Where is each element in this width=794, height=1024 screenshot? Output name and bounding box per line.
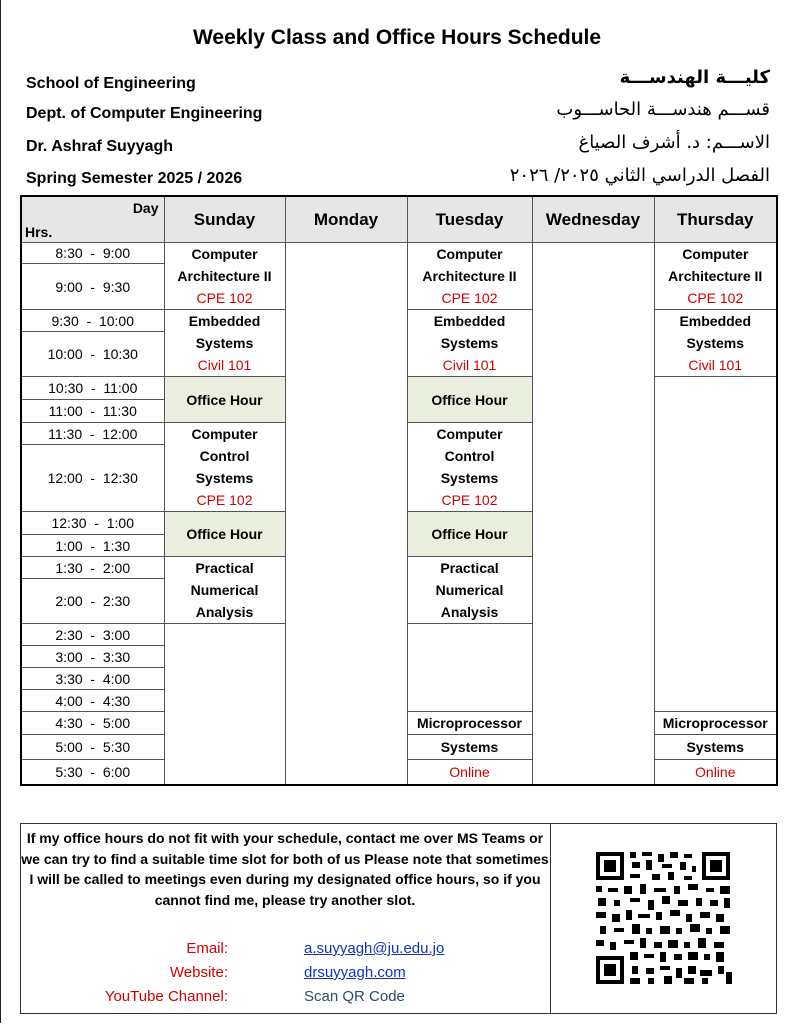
header-row bbox=[21, 196, 777, 243]
sunday-office-hour: Office Hour bbox=[164, 377, 285, 423]
arabic-instructor: الاســـم: د. أشرف الصياغ bbox=[578, 132, 770, 153]
arabic-school: كليـــة الهندســـة bbox=[619, 67, 770, 88]
time-cell: 5:30 - 6:00 bbox=[21, 760, 164, 785]
schedule-table bbox=[20, 195, 778, 786]
time-cell: 8:30 - 9:00 bbox=[21, 243, 164, 264]
school-name: School of Engineering bbox=[26, 75, 196, 92]
sunday-course-control bbox=[164, 423, 285, 512]
website-label: Website: bbox=[169, 964, 228, 981]
sunday-course-numerical bbox=[164, 557, 285, 624]
thursday-course-arch bbox=[654, 243, 777, 310]
sunday-office-hour-2: Office Hour bbox=[164, 512, 285, 557]
day-header-tuesday: Tuesday bbox=[407, 196, 532, 243]
semester: Spring Semester 2025 / 2026 bbox=[26, 170, 243, 187]
course-title: Computer Architecture II bbox=[668, 246, 763, 284]
arabic-semester: الفصل الدراسي الثاني ٢٠٢٥/ ٢٠٢٦ bbox=[509, 165, 770, 186]
day-header-monday: Monday bbox=[285, 196, 407, 243]
time-cell: 1:30 - 2:00 bbox=[21, 557, 164, 579]
tuesday-office-hour: Office Hour bbox=[407, 377, 532, 423]
email-label: Email: bbox=[186, 940, 228, 957]
time-cell: 2:30 - 3:00 bbox=[21, 624, 164, 646]
tuesday-course-mode: Online bbox=[407, 760, 532, 785]
tuesday-course-micro: Microprocessor bbox=[407, 712, 532, 735]
course-code: Civil 101 bbox=[442, 357, 497, 373]
course-code: Civil 101 bbox=[688, 357, 743, 373]
day-header-sunday: Sunday bbox=[164, 196, 285, 243]
corner-cell bbox=[21, 196, 164, 243]
course-code: Civil 101 bbox=[197, 357, 252, 373]
time-cell: 2:00 - 2:30 bbox=[21, 579, 164, 624]
course-code: CPE 102 bbox=[441, 492, 498, 508]
course-code: CPE 102 bbox=[687, 290, 744, 306]
tuesday-course-arch bbox=[407, 243, 532, 310]
course-code: CPE 102 bbox=[196, 492, 253, 508]
department-name: Dept. of Computer Engineering bbox=[26, 105, 263, 122]
monday-column bbox=[285, 243, 407, 785]
time-cell: 10:30 - 11:00 bbox=[21, 377, 164, 400]
corner-hrs-label: Hrs. bbox=[25, 224, 53, 240]
time-cell: 9:30 - 10:00 bbox=[21, 310, 164, 332]
course-title: Practical Numerical Analysis bbox=[435, 560, 504, 620]
tuesday-course-control bbox=[407, 423, 532, 512]
tuesday-course-embedded bbox=[407, 310, 532, 377]
time-cell: 4:30 - 5:00 bbox=[21, 712, 164, 735]
course-title: Computer Control Systems bbox=[436, 426, 503, 486]
time-cell: 1:00 - 1:30 bbox=[21, 535, 164, 557]
time-cell: 11:30 - 12:00 bbox=[21, 423, 164, 445]
time-cell: 3:00 - 3:30 bbox=[21, 646, 164, 668]
thursday-course-embedded bbox=[654, 310, 777, 377]
table-row bbox=[21, 243, 777, 264]
time-cell: 12:30 - 1:00 bbox=[21, 512, 164, 535]
note-divider bbox=[550, 824, 551, 1013]
qr-code-icon[interactable] bbox=[588, 848, 738, 988]
course-title: Computer Architecture II bbox=[422, 246, 517, 284]
time-cell: 3:30 - 4:00 bbox=[21, 668, 164, 690]
tuesday-course-numerical bbox=[407, 557, 532, 624]
tuesday-office-hour-2: Office Hour bbox=[407, 512, 532, 557]
day-header-wednesday: Wednesday bbox=[532, 196, 654, 243]
time-cell: 12:00 - 12:30 bbox=[21, 445, 164, 512]
corner-day-label: Day bbox=[132, 200, 159, 216]
course-title: Embedded Systems bbox=[679, 313, 752, 351]
sunday-course-arch bbox=[164, 243, 285, 310]
time-cell: 9:00 - 9:30 bbox=[21, 264, 164, 310]
youtube-label: YouTube Channel: bbox=[104, 988, 228, 1005]
office-hours-note: If my office hours do not fit with your schedule, contact me over MS Teams or we can try to find a suitable time slot for both of us Please note that sometimes I will be called to meetings even during my designated office hours, so if you cannot find me, please try another slot. bbox=[21, 830, 549, 908]
tuesday-course-micro-2: Systems bbox=[407, 735, 532, 760]
website-link[interactable]: drsuyyagh.com bbox=[304, 964, 406, 981]
time-cell: 4:00 - 4:30 bbox=[21, 690, 164, 712]
thursday-course-mode: Online bbox=[654, 760, 777, 785]
arabic-dept: قســـم هندســـة الحاســـوب bbox=[556, 99, 770, 120]
day-header-thursday: Thursday bbox=[654, 196, 777, 243]
thursday-course-micro: Microprocessor bbox=[654, 712, 777, 735]
youtube-value: Scan QR Code bbox=[304, 988, 405, 1005]
tuesday-empty-block bbox=[407, 624, 532, 712]
wednesday-column bbox=[532, 243, 654, 785]
sunday-course-embedded bbox=[164, 310, 285, 377]
course-title: Embedded Systems bbox=[188, 313, 261, 351]
time-cell: 5:00 - 5:30 bbox=[21, 735, 164, 760]
course-code: CPE 102 bbox=[441, 290, 498, 306]
email-link[interactable]: a.suyyagh@ju.edu.jo bbox=[304, 940, 445, 957]
instructor-name: Dr. Ashraf Suyyagh bbox=[26, 138, 174, 155]
course-code: CPE 102 bbox=[196, 290, 253, 306]
time-cell: 10:00 - 10:30 bbox=[21, 332, 164, 377]
course-title: Computer Architecture II bbox=[177, 246, 272, 284]
thursday-course-micro-2: Systems bbox=[654, 735, 777, 760]
sunday-empty-block bbox=[164, 624, 285, 785]
course-title: Practical Numerical Analysis bbox=[190, 560, 259, 620]
course-title: Embedded Systems bbox=[433, 313, 506, 351]
page-title: Weekly Class and Office Hours Schedule bbox=[192, 26, 602, 49]
thursday-empty-block bbox=[654, 377, 777, 712]
course-title: Computer Control Systems bbox=[191, 426, 258, 486]
time-cell: 11:00 - 11:30 bbox=[21, 400, 164, 423]
